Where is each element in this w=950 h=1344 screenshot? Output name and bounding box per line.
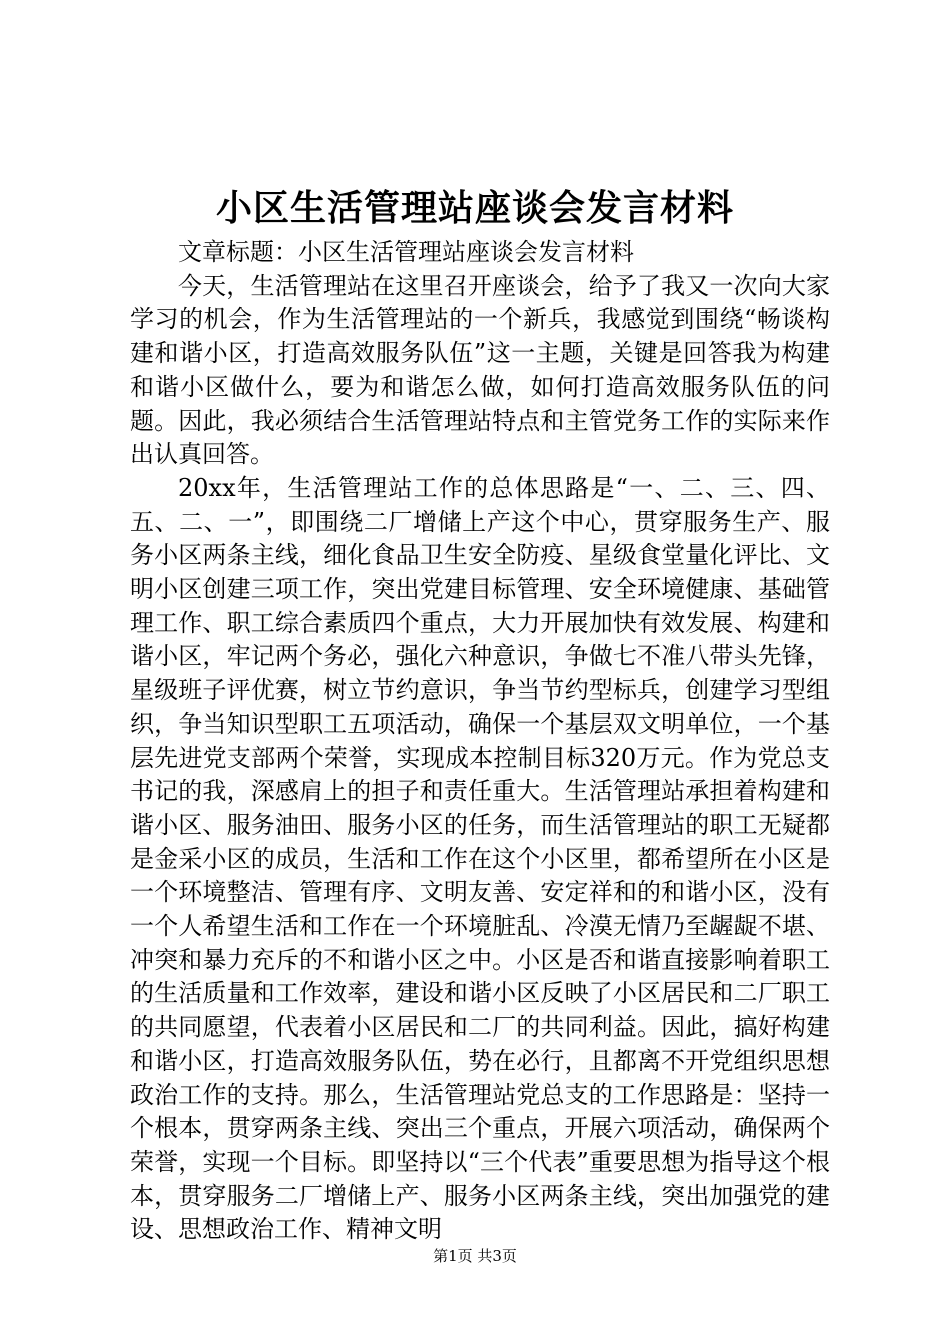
article-title-line: 文章标题：小区生活管理站座谈会发言材料 bbox=[178, 238, 634, 266]
document-body bbox=[130, 236, 830, 1247]
body-paragraph: 20xx年，生活管理站工作的总体思路是“一、二、三、四、五、二、一”，即围绕二厂增储上产这个中心，贯穿服务生产、服务小区两条主线，细化食品卫生安全防疫、星级食堂量化评比、文明小区创建三项工作，突出党建目标管理、安全环境健康、基础管理工作、职工综合素质四个重点，大力开展加快有效发展、构建和谐小区，牢记两个务必，强化六种意识，争做七不准八带头先锋，星级班子评优赛，树立节约意识，争当节约型标兵，创建学习型组织，争当知识型职工五项活动，确保一个基层双文明单位，一个基层先进党支部两个荣誉，实现成本控制目标320万元。作为党总支书记的我，深感肩上的担子和责任重大。生活管理站承担着构建和谐小区、服务油田、服务小区的任务，而生活管理站的职工无疑都是金采小区的成员，生活和工作在这个小区里，都希望所在小区是一个环境整洁、管理有序、文明友善、安定祥和的和谐小区，没有一个人希望生活和工作在一个环境脏乱、冷漠无情乃至龌龊不堪、冲突和暴力充斥的不和谐小区之中。小区是否和谐直接影响着职工的生活质量和工作效率，建设和谐小区反映了小区居民和二厂职工的共同愿望，代表着小区居民和二厂的共同利益。因此，搞好构建和谐小区，打造高效服务队伍，势在必行，且都离不开党组织思想政治工作的支持。那么，生活管理站党总支的工作思路是：坚持一个根本，贯穿两条主线、突出三个重点，开展六项活动，确保两个荣誉，实现一个目标。即坚持以“三个代表”重要思想为指导这个根本，贯穿服务二厂增储上产、服务小区两条主线，突出加强党的建设、思想政治工作、精神文明 bbox=[130, 473, 830, 1244]
body-paragraph: 今天，生活管理站在这里召开座谈会，给予了我又一次向大家学习的机会，作为生活管理站的一个新兵，我感觉到围绕“畅谈构建和谐小区，打造高效服务队伍”这一主题，关键是回答我为构建和谐小区做什么，要为和谐怎么做，如何打造高效服务队伍的问题。因此，我必须结合生活管理站特点和主管党务工作的实际来作出认真回答。 bbox=[130, 271, 830, 469]
document-title: 小区生活管理站座谈会发言材料 bbox=[215, 187, 734, 229]
page-number-footer: 第1页 共3页 bbox=[433, 1247, 517, 1265]
